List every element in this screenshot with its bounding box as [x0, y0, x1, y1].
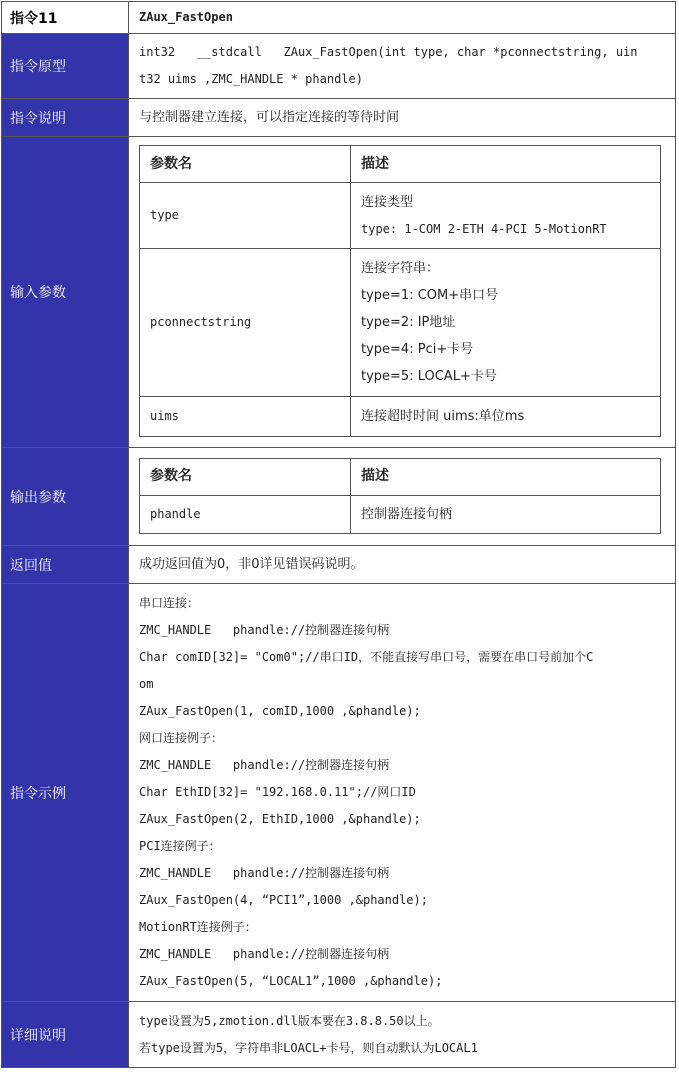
input-params-cell [129, 137, 676, 448]
output-header-name: 参数名 [140, 458, 351, 495]
prototype-row [2, 34, 676, 99]
param-desc [351, 249, 661, 397]
input-header-row [140, 146, 661, 183]
param-desc: 连接超时时间 uims:单位ms [351, 397, 661, 437]
param-name: type [140, 183, 351, 249]
description-row [2, 99, 676, 137]
param-name: uims [140, 397, 351, 437]
input-header-name: 参数名 [140, 146, 351, 183]
input-params-label: 输入参数 [2, 137, 129, 448]
example-line: ZMC_HANDLE phandle://控制器连接句柄 [139, 866, 390, 880]
example-line: ZMC_HANDLE phandle://控制器连接句柄 [139, 947, 390, 961]
param-desc-line: type=1: COM+串口号 [361, 288, 499, 303]
return-row [2, 546, 676, 584]
param-desc-line: type=2: IP地址 [361, 315, 456, 330]
example-line: ZAux_FastOpen(1, comID,1000 ,&phandle); [139, 704, 421, 718]
param-name: phandle [140, 495, 351, 533]
details-label: 详细说明 [2, 1002, 129, 1068]
table-row [140, 495, 661, 533]
example-line: ZMC_HANDLE phandle://控制器连接句柄 [139, 623, 390, 637]
example-line: ZAux_FastOpen(5, “LOCAL1”,1000 ,&phandle); [139, 974, 443, 988]
example-line: om [139, 677, 154, 691]
output-params-table [139, 458, 661, 534]
output-params-cell [129, 448, 676, 546]
example-line: 串口连接： [139, 596, 200, 610]
param-desc-line: type=4: Pci+卡号 [361, 342, 474, 357]
example-line: MotionRT连接例子： [139, 920, 257, 934]
prototype-line-1: int32 __stdcall ZAux_FastOpen(int type, char *pconnectstring, uin [139, 45, 638, 59]
example-line: ZAux_FastOpen(2, EthID,1000 ,&phandle); [139, 812, 421, 826]
example-line: 网口连接例子： [139, 731, 224, 745]
example-line: PCI连接例子： [139, 839, 221, 853]
example-line: ZAux_FastOpen(4, “PCI1”,1000 ,&phandle); [139, 893, 428, 907]
output-params-row [2, 448, 676, 546]
instruction-number: 指令11 [2, 2, 129, 34]
param-desc: 控制器连接句柄 [351, 495, 661, 533]
return-text: 成功返回值为0，非0详见错误码说明。 [129, 546, 676, 584]
instruction-table [1, 1, 676, 1068]
example-code [129, 584, 676, 1002]
description-label: 指令说明 [2, 99, 129, 137]
example-line: Char comID[32]= "Com0";//串口ID，不能直接写串口号，需要在串口号前加个C [139, 650, 594, 664]
return-label: 返回值 [2, 546, 129, 584]
input-params-table [139, 145, 661, 437]
details-row [2, 1002, 676, 1068]
description-text: 与控制器建立连接，可以指定连接的等待时间 [129, 99, 676, 137]
table-row [140, 249, 661, 397]
param-desc-line: 连接类型 [361, 194, 414, 210]
title-row [2, 2, 676, 34]
example-line: ZMC_HANDLE phandle://控制器连接句柄 [139, 758, 390, 772]
prototype-text [129, 34, 676, 99]
output-params-label: 输出参数 [2, 448, 129, 546]
details-line: 若type设置为5，字符串非LOACL+卡号，则自动默认为LOCAL1 [139, 1040, 478, 1055]
example-line: Char EthID[32]= "192.168.0.11";//网口ID [139, 785, 416, 799]
details-line: type设置为5,zmotion.dll版本要在3.8.8.50以上。 [139, 1013, 440, 1028]
prototype-label: 指令原型 [2, 34, 129, 99]
prototype-line-2: t32 uims ,ZMC_HANDLE * phandle) [139, 72, 363, 86]
example-row [2, 584, 676, 1002]
output-header-row [140, 458, 661, 495]
table-row [140, 183, 661, 249]
param-desc [351, 183, 661, 249]
instruction-name: ZAux_FastOpen [129, 2, 676, 34]
param-desc-line: type: 1-COM 2-ETH 4-PCI 5-MotionRT [361, 221, 607, 236]
output-header-desc: 描述 [351, 458, 661, 495]
input-header-desc: 描述 [351, 146, 661, 183]
example-label: 指令示例 [2, 584, 129, 1002]
input-params-row [2, 137, 676, 448]
param-desc-line: 连接字符串： [361, 261, 440, 276]
details-text [129, 1002, 676, 1068]
table-row [140, 397, 661, 437]
param-name: pconnectstring [140, 249, 351, 397]
param-desc-line: type=5: LOCAL+卡号 [361, 369, 497, 384]
